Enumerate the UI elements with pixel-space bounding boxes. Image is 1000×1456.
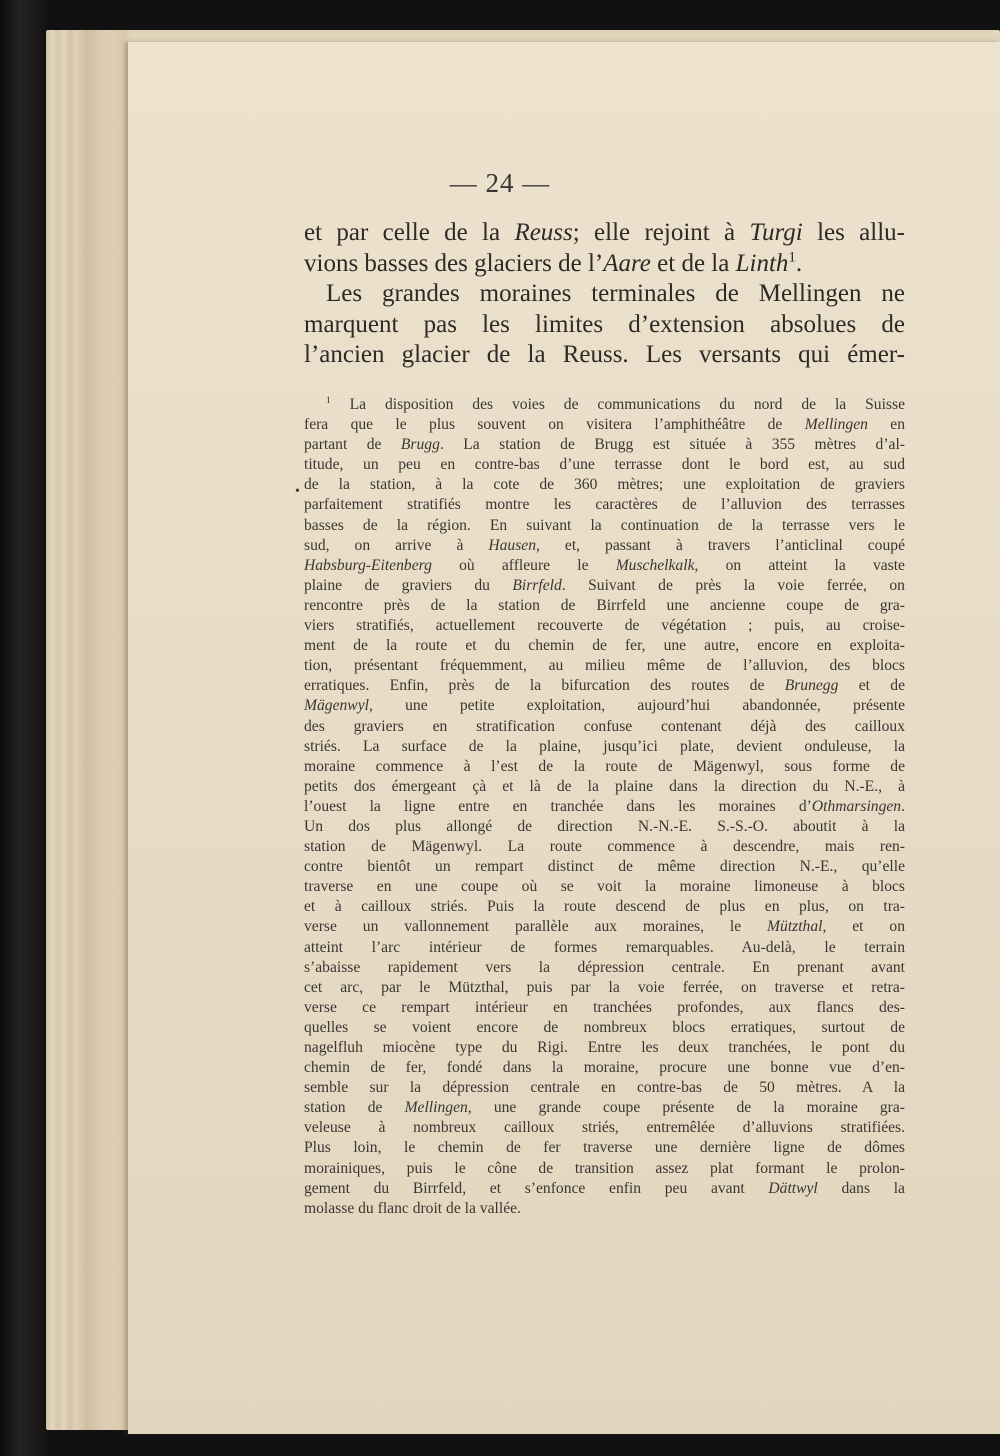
footnote-line (304, 777, 905, 797)
footnote-text: contre bientôt un rempart distinct de même direction N.-E., qu’elle (304, 858, 905, 876)
footnote-reference: 1 (788, 249, 796, 266)
footnote-line (304, 897, 905, 917)
footnote-line (304, 415, 905, 435)
footnote-place-name: Dättwyl (768, 1179, 818, 1197)
main-line-4: marquent pas les limites d’extension absolues de (304, 310, 905, 338)
page-number: — 24 — (449, 168, 551, 198)
footnote-line (304, 1199, 905, 1219)
footnote-place-name: Habsburg-Eitenberg (304, 556, 432, 574)
footnote-text: et de (838, 677, 905, 695)
footnote-text: quelles se voient encore de nombreux blocs erratiques, surtout de (304, 1018, 905, 1036)
place-linth: Linth (735, 249, 789, 277)
footnote-text: station de Mägenwyl. La route commence à descendre, mais ren- (304, 838, 905, 856)
place-turgi: Turgi (749, 219, 803, 246)
footnote-line (304, 797, 905, 817)
footnote-line (304, 696, 905, 716)
footnote-line (304, 395, 905, 415)
footnote-text: , une petite exploitation, aujourd’hui abandonnée, présente (368, 697, 905, 715)
footnote-text: , une grande coupe présente de la moraine gra- (467, 1099, 905, 1117)
footnote-line (304, 978, 905, 998)
footnote-line (304, 435, 905, 455)
footnote-line (304, 938, 905, 958)
footnote-line (304, 636, 905, 656)
place-aare: Aare (603, 249, 651, 277)
footnote-line (304, 576, 905, 596)
footnote-text: de la station, à la cote de 360 mètres; une exploitation de graviers (304, 476, 905, 494)
footnote-text: La disposition des voies de communications du nord de la Suisse (349, 396, 905, 413)
footnote-line (304, 536, 905, 556)
footnote-text: parfaitement stratifiés montre les caractères de l’alluvion des terrasses (304, 496, 905, 514)
footnote-text: . Suivant de près la voie ferrée, on (561, 576, 905, 594)
footnote-line (304, 998, 905, 1018)
main-line-1: et par celle de la Reuss; elle rejoint à Turgi les allu- (304, 219, 905, 246)
footnote-marker: 1 (326, 395, 331, 406)
footnote-text: verse ce rempart intérieur en tranchées profondes, aux flancs des- (304, 998, 905, 1016)
footnote-text: veleuse à nombreux cailloux striés, entremêlée d’alluvions stratifiées. (304, 1119, 905, 1137)
footnote-text: , on atteint la vaste (694, 556, 905, 574)
footnote-text: cet arc, par le Mützthal, puis par la voie ferrée, on traverse et retra- (304, 978, 905, 996)
footnote-place-name: Muschelkalk (615, 556, 695, 574)
footnote-line (304, 455, 905, 475)
footnote-text: chemin de fer, fondé dans la moraine, procure une bonne vue d’en- (304, 1059, 905, 1077)
footnote-text: Un dos plus allongé de direction N.-N.-E. S.-S.-O. aboutit à la (304, 817, 905, 835)
footnote-text: gement du Birrfeld, et s’enfonce enfin peu avant (304, 1179, 769, 1197)
footnote-place-name: Othmarsingen (811, 797, 902, 815)
place-reuss: Reuss (514, 219, 573, 246)
footnote-text: . La station de Brugg est située à 355 mètres d’al- (439, 436, 905, 454)
footnote-place-name: Brunegg (784, 677, 839, 695)
footnote-text: Plus loin, le chemin de fer traverse une dernière ligne de dômes (304, 1139, 905, 1157)
footnote-text: , et, passant à travers l’anticlinal coupé (536, 536, 905, 554)
main-line-3: Les grandes moraines terminales de Mellingen ne (326, 280, 905, 308)
footnote-place-name: Mellingen (804, 416, 868, 434)
main-line-5: l’ancien glacier de la Reuss. Les versants qui émer- (304, 341, 905, 369)
footnote-line (304, 556, 905, 576)
footnote-line (304, 596, 905, 616)
footnote-line (304, 817, 905, 837)
footnote-line (304, 475, 905, 495)
footnote-text: semble sur la dépression centrale en contre-bas de 50 mètres. A la (304, 1079, 905, 1097)
footnote-line (304, 516, 905, 536)
footnote-text: moraine commence à l’est de la route de Mägenwyl, sous forme de (304, 757, 905, 775)
footnote-place-name: Hausen (488, 536, 537, 554)
footnote-text: viers stratifiés, actuellement recouverte de végétation ; puis, au croise- (304, 617, 905, 635)
footnote-text: verse un vallonnement parallèle aux moraines, le (304, 918, 768, 936)
footnote-text: traverse en une coupe où se voit la moraine limoneuse à blocs (304, 878, 905, 896)
footnote-line (304, 717, 905, 737)
footnote-text: morainiques, puis le cône de transition assez plat formant le prolon- (304, 1159, 905, 1177)
footnote-text: petits dos émergeant çà et là de la plaine dans la direction du N.-E., à (304, 777, 905, 795)
footnote-line (304, 837, 905, 857)
footnote-place-name: Brugg (400, 436, 440, 454)
footnote-text: titude, un peu en contre-bas d’une terrasse dont le bord est, au sud (304, 456, 905, 474)
footnote-line (304, 616, 905, 636)
footnote-line (304, 1118, 905, 1138)
footnote-text: , et on (822, 918, 905, 936)
footnote-line (304, 757, 905, 777)
footnote-text: . (901, 797, 905, 815)
footnote-line (304, 917, 905, 937)
footnote-line (304, 877, 905, 897)
footnote-line (304, 495, 905, 515)
footnote-text: atteint l’arc intérieur de formes remarquables. Au-delà, le terrain (304, 938, 905, 956)
footnote-text: fera que le plus souvent on visitera l’amphithéâtre de (304, 416, 805, 434)
main-line-2: vions basses des glaciers de l’Aare et de la Linth$^1$. (304, 249, 803, 277)
footnote-text: où affleure le (431, 556, 616, 574)
footnote-text: molasse du flanc droit de la vallée. (304, 1199, 521, 1217)
footnote-line (304, 656, 905, 676)
footnote-line (304, 737, 905, 757)
footnote-line (304, 1159, 905, 1179)
footnote-text: station de (304, 1099, 405, 1117)
footnote-line (304, 1078, 905, 1098)
footnote-text: nagelfluh miocène type du Rigi. Entre les deux tranchées, le pont du (304, 1039, 905, 1056)
footnote-line (304, 857, 905, 877)
footnote-text: ment de la route et du chemin de fer, une autre, encore en exploita- (304, 637, 905, 655)
footnote-place-name: Mägenwyl (304, 697, 369, 715)
footnote-line (304, 676, 905, 696)
footnote-text: et à cailloux striés. Puis la route descend de plus en plus, on tra- (304, 898, 905, 916)
footnote-text: erratiques. Enfin, près de la bifurcation des routes de (304, 677, 785, 695)
footnote-line (304, 1058, 905, 1078)
footnote-line (304, 1138, 905, 1158)
footnote-text: s’abaisse rapidement vers la dépression centrale. En prenant avant (304, 958, 905, 976)
footnote-line (304, 1098, 905, 1118)
footnote-text: partant de (304, 436, 401, 454)
margin-dot-mark: • (295, 484, 300, 499)
footnote-text: en (867, 416, 905, 434)
footnote-text: des graviers en stratification confuse contenant déjà des cailloux (304, 717, 905, 735)
footnote-place-name: Mellingen (404, 1099, 468, 1117)
footnote-text: rencontre près de la station de Birrfeld une ancienne coupe de gra- (304, 596, 905, 614)
footnote-text: plaine de graviers du (304, 576, 513, 594)
footnote-text: dans la (817, 1179, 905, 1197)
footnote-line (304, 1038, 905, 1058)
footnote-line (304, 958, 905, 978)
footnote-text: basses de la région. En suivant la continuation de la terrasse vers le (304, 516, 905, 534)
footnote-text: striés. La surface de la plaine, jusqu’ici plate, devient onduleuse, la (304, 737, 905, 755)
footnote (304, 395, 905, 1219)
footnote-text: sud, on arrive à (304, 536, 489, 554)
footnote-text: tion, présentant fréquemment, au milieu même de l’alluvion, des blocs (304, 657, 905, 675)
footnote-place-name: Mützthal (767, 918, 823, 936)
footnote-line (304, 1179, 905, 1199)
main-text (304, 218, 905, 371)
footnote-line (304, 1018, 905, 1038)
footnote-text: l’ouest la ligne entre en tranchée dans les moraines d’ (304, 797, 812, 815)
footnote-place-name: Birrfeld (512, 576, 562, 594)
